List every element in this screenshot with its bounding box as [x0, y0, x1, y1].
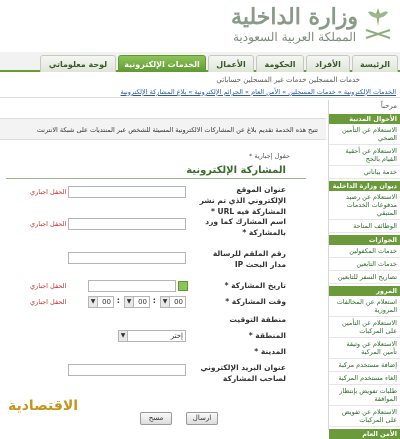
- time-minute-select[interactable]: [124, 296, 150, 308]
- service-notice: تتيح هذه الخدمة تقديم بلاغ عن المشاركات الالكترونية المسيئة للشخص عبر المنتديات على شبكة الانترنت: [0, 118, 326, 140]
- form-divider: [6, 178, 306, 179]
- sidebar-item-pending-authorizations[interactable]: طلبات تفويض بإنتظار الموافقة: [329, 385, 400, 406]
- email-label: عنوان البريد الإلكتروني لصاحب المشاركة: [200, 363, 286, 383]
- chevron-down-icon: ▼: [89, 297, 98, 307]
- region-value: إختر: [170, 332, 183, 340]
- participation-date-label: تاريخ المشاركة *: [224, 281, 286, 290]
- region-label: المنطقة *: [248, 331, 286, 340]
- send-button[interactable]: ارسال: [186, 412, 218, 425]
- saudi-emblem-icon: [360, 4, 396, 44]
- participation-time-required: الحقل اجباري: [30, 298, 67, 306]
- time-second-value: 00: [102, 298, 111, 306]
- tab-home[interactable]: الرئيسة: [352, 55, 398, 72]
- tab-individuals[interactable]: الأفراد: [306, 55, 350, 72]
- tab-business[interactable]: الأعمال: [208, 55, 254, 72]
- sidebar-section-passports[interactable]: الجوازات: [329, 235, 400, 245]
- calendar-icon[interactable]: [178, 281, 188, 291]
- breadcrumb[interactable]: [0, 86, 400, 98]
- sub-navigation[interactable]: خدمات المسجلين خدمات غير المسجلين حساباتي: [216, 76, 360, 84]
- tab-government[interactable]: الحكومة: [256, 55, 304, 72]
- time-separator: :: [116, 296, 120, 305]
- time-separator: :: [152, 296, 156, 305]
- sidebar-item-sponsored[interactable]: خدمات المكفولين: [329, 245, 400, 258]
- site-url-label: عنوان الموقع الإلكتروني الذي تم نشر المشاركة فيه URL *: [199, 185, 286, 216]
- site-url-required: الحقل اجباري: [30, 188, 67, 196]
- chevron-down-icon: ▼: [161, 297, 170, 307]
- site-header: [0, 0, 400, 52]
- chevron-down-icon: ▼: [119, 331, 128, 341]
- chevron-down-icon: ▼: [125, 297, 134, 307]
- right-sidebar: [328, 100, 400, 438]
- clear-button[interactable]: مسح: [140, 412, 172, 425]
- kingdom-subtitle: المملكة العربية السعودية: [232, 30, 357, 44]
- participation-date-required: الحقل اجباري: [30, 282, 67, 290]
- participant-name-input[interactable]: [68, 218, 186, 230]
- email-input[interactable]: [68, 364, 186, 376]
- participant-name-label: اسم المشارك كما ورد بالمشاركة *: [205, 217, 286, 237]
- message-ip-label: رقم الملقم للرسالة مدار البحث IP: [212, 249, 286, 269]
- ministry-title: وزارة الداخلية: [231, 4, 358, 30]
- sidebar-item-dependents[interactable]: خدمات التابعين: [329, 258, 400, 271]
- time-hour-select[interactable]: [160, 296, 186, 308]
- sidebar-section-civil-affairs[interactable]: الأحوال المدنية: [329, 114, 400, 124]
- sidebar-item-travel-permits[interactable]: تصاريح السفر للتابعين: [329, 271, 400, 284]
- participation-date-input[interactable]: [88, 280, 176, 292]
- sidebar-item-payment-balance[interactable]: الاستعلام عن رصيد مدفوعات الخدمات المتبقي: [329, 191, 400, 220]
- sidebar-item-my-data[interactable]: خدمة بياناتي: [329, 166, 400, 179]
- region-select[interactable]: [118, 330, 186, 342]
- main-content: [0, 100, 326, 430]
- welcome-text: مرحباً: [380, 102, 397, 110]
- tab-my-dashboard[interactable]: لوحة معلوماتي: [40, 55, 116, 72]
- sidebar-item-hajj-eligibility[interactable]: الاستعلام عن أحقية القيام بالحج: [329, 145, 400, 166]
- timezone-label: منطقة التوقيت: [229, 315, 286, 324]
- sidebar-item-health-insurance[interactable]: الاستعلام عن التأمين الصحي: [329, 124, 400, 145]
- sidebar-item-vehicle-authorization[interactable]: الاستعلام عن تفويض على المركبات: [329, 406, 400, 427]
- publisher-watermark: الاقتصادية: [8, 398, 79, 414]
- sidebar-section-public-security[interactable]: الأمن العام: [329, 429, 400, 439]
- sidebar-item-add-vehicle-user[interactable]: إضافة مستخدم مركبة: [329, 359, 400, 372]
- city-label: المدينة *: [254, 347, 286, 356]
- time-hour-value: 00: [174, 298, 183, 306]
- sidebar-item-insurance-document[interactable]: الاستعلام عن وثيقة تأمين المركبة: [329, 338, 400, 359]
- main-tab-bar: [0, 52, 400, 72]
- form-title: المشاركة الإلكترونية: [186, 165, 286, 176]
- breadcrumb-path[interactable]: الخدمات الإلكترونية » خدمات المسجلين » الأمن العام » الجرائم الإلكترونية » بلاغ المشاركة الإلكترونية: [120, 88, 396, 96]
- sidebar-item-remove-vehicle-user[interactable]: إلغاء مستخدم المركبة: [329, 372, 400, 385]
- sidebar-section-traffic[interactable]: المرور: [329, 286, 400, 296]
- ministry-logo[interactable]: [231, 4, 358, 44]
- time-minute-value: 00: [138, 298, 147, 306]
- time-second-select[interactable]: [88, 296, 114, 308]
- participation-time-label: وقت المشاركة *: [225, 297, 286, 306]
- required-fields-note: حقول إجبارية *: [249, 152, 290, 160]
- tab-eservices[interactable]: الخدمات الإلكترونية: [118, 55, 206, 72]
- sidebar-item-jobs[interactable]: الوظائف المتاحة: [329, 220, 400, 233]
- site-url-input[interactable]: [68, 186, 186, 198]
- sidebar-item-vehicle-insurance[interactable]: الاستعلام عن التأمين على المركبات: [329, 317, 400, 338]
- sidebar-section-ministry-office[interactable]: ديوان وزارة الداخلية: [329, 181, 400, 191]
- message-ip-input[interactable]: [68, 252, 186, 264]
- participant-name-required: الحقل اجباري: [30, 220, 67, 228]
- sidebar-item-traffic-violations[interactable]: استعلام عن المخالفات المرورية: [329, 296, 400, 317]
